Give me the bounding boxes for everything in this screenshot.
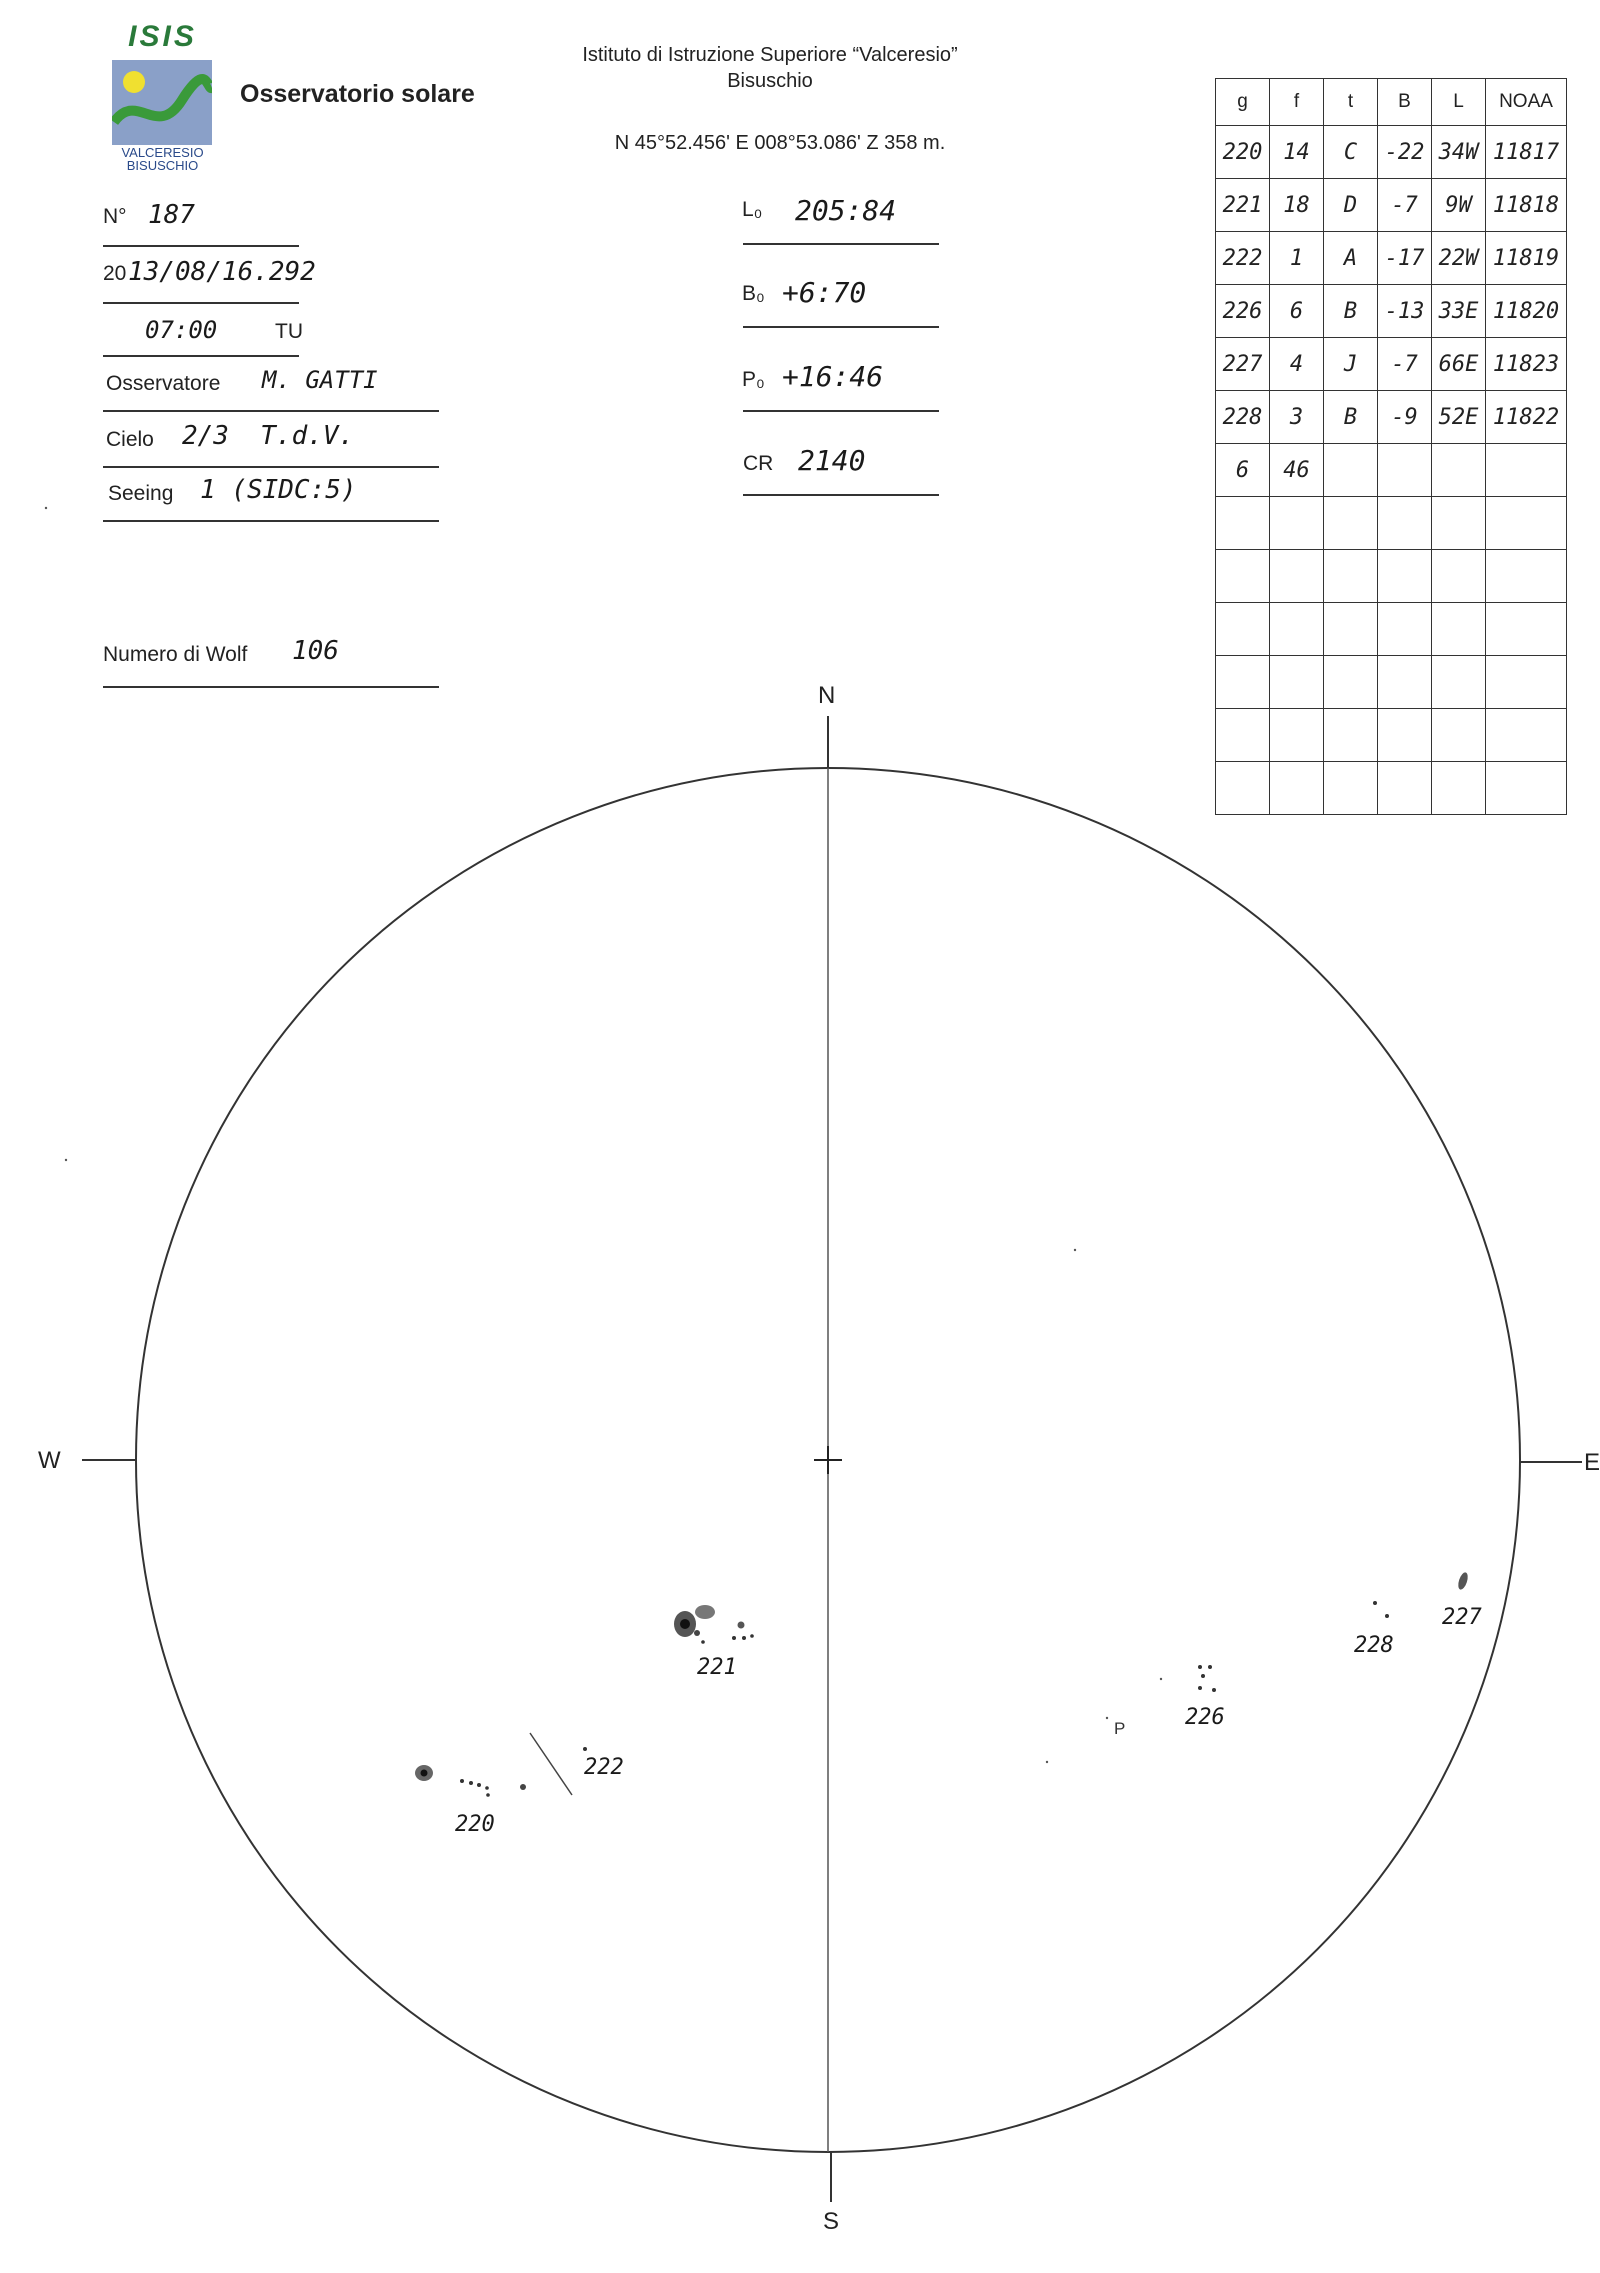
table-cell: 226	[1216, 285, 1270, 338]
table-cell: J	[1324, 338, 1378, 391]
table-cell: 1	[1270, 232, 1324, 285]
group-label-221: 221	[697, 1655, 737, 1680]
paper-speck	[1106, 1717, 1108, 1719]
pore-mark: P	[1114, 1719, 1126, 1738]
table-cell: A	[1324, 232, 1378, 285]
seeing-value: 1 (SIDC:5)	[200, 475, 357, 505]
l0-value: 205:84	[795, 194, 897, 227]
sunspot-220-spot	[469, 1781, 473, 1785]
table-header-cell: B	[1378, 79, 1432, 126]
sunspot-220-spot	[486, 1793, 490, 1797]
sunspot-226-spot	[1212, 1688, 1216, 1692]
paper-speck	[65, 1159, 67, 1161]
group-separator-line	[530, 1733, 572, 1795]
table-cell: 3	[1270, 391, 1324, 444]
table-cell: 66E	[1432, 338, 1486, 391]
table-cell: -9	[1378, 391, 1432, 444]
sunspot-226-spot	[1201, 1674, 1205, 1678]
observer-label: Osservatore	[106, 372, 221, 395]
sunspot-221-spot	[750, 1634, 754, 1638]
cr-label: CR	[743, 452, 774, 475]
table-cell: 18	[1270, 179, 1324, 232]
l0-label: L₀	[742, 198, 763, 221]
table-cell: -13	[1378, 285, 1432, 338]
wolf-value: 106	[292, 636, 339, 666]
table-cell: 11817	[1486, 126, 1567, 179]
table-header-cell: L	[1432, 79, 1486, 126]
sunspot-220-spot	[485, 1786, 489, 1790]
sunspot-220-spot	[460, 1779, 464, 1783]
sunspot-222-spot	[583, 1747, 587, 1751]
table-cell: 11823	[1486, 338, 1567, 391]
group-label-222: 222	[584, 1755, 624, 1780]
table-header-cell: g	[1216, 79, 1270, 126]
time-unit: TU	[275, 320, 303, 343]
sky-label: Cielo	[106, 428, 154, 451]
number-label: N°	[103, 205, 127, 228]
b0-value: +6:70	[782, 276, 867, 309]
sunspot-221-core	[680, 1619, 690, 1629]
table-cell: D	[1324, 179, 1378, 232]
date-prefix: 20	[103, 262, 127, 285]
date-value: 13/08/16.292	[128, 257, 316, 287]
number-value: 187	[148, 200, 195, 230]
group-label-226: 226	[1185, 1705, 1225, 1730]
table-cell: 220	[1216, 126, 1270, 179]
table-header-cell: NOAA	[1486, 79, 1567, 126]
sunspot-221-spot	[732, 1636, 736, 1640]
sunspot-220-spot	[477, 1783, 481, 1787]
logo-line-1: VALCERESIO	[121, 145, 204, 160]
sunspot-221-penumbra	[695, 1605, 715, 1619]
paper-speck	[1160, 1678, 1162, 1680]
table-cell: 33E	[1432, 285, 1486, 338]
cr-value: 2140	[798, 444, 866, 477]
table-cell: -22	[1378, 126, 1432, 179]
table-cell: 221	[1216, 179, 1270, 232]
time-value: 07:00	[145, 316, 218, 344]
sunspot-220-spot	[520, 1784, 526, 1790]
total-groups-cell: 6	[1216, 444, 1270, 497]
table-cell: -17	[1378, 232, 1432, 285]
sunspot-226-spot	[1198, 1665, 1202, 1669]
table-cell: 11820	[1486, 285, 1567, 338]
group-label-228: 228	[1354, 1633, 1394, 1658]
north-label: N	[818, 682, 836, 709]
table-cell: B	[1324, 391, 1378, 444]
sunspot-228-spot	[1373, 1601, 1377, 1605]
west-label: W	[38, 1447, 61, 1474]
sunspot-227-spot	[1456, 1571, 1469, 1591]
institute-line-2: Bisuschio	[727, 70, 813, 92]
table-cell: 52E	[1432, 391, 1486, 444]
table-cell: B	[1324, 285, 1378, 338]
paper-speck	[1074, 1249, 1076, 1251]
sunspot-221-spot	[694, 1630, 700, 1636]
table-cell: 11818	[1486, 179, 1567, 232]
observer-value: M. GATTI	[262, 366, 378, 394]
institute-line-1: Istituto di Istruzione Superiore “Valceresio”	[582, 44, 958, 66]
south-label: S	[823, 2208, 840, 2235]
observatory-title: Osservatorio solare	[240, 80, 475, 108]
sunspot-226-spot	[1198, 1686, 1202, 1690]
seeing-label: Seeing	[108, 482, 174, 505]
group-label-227: 227	[1442, 1605, 1482, 1630]
table-cell: -7	[1378, 338, 1432, 391]
table-cell: 9W	[1432, 179, 1486, 232]
institute-coordinates: N 45°52.456' E 008°53.086' Z 358 m.	[614, 132, 946, 154]
east-label: E	[1584, 1449, 1600, 1476]
group-label-220: 220	[455, 1812, 495, 1837]
b0-label: B₀	[742, 282, 765, 305]
paper-speck	[1046, 1761, 1048, 1763]
table-cell: 228	[1216, 391, 1270, 444]
wolf-label: Numero di Wolf	[103, 643, 248, 666]
table-cell: 14	[1270, 126, 1324, 179]
table-cell: 222	[1216, 232, 1270, 285]
table-header-cell: f	[1270, 79, 1324, 126]
logo-wordmark: ISIS	[128, 20, 197, 53]
table-cell: -7	[1378, 179, 1432, 232]
sunspot-221-spot	[701, 1640, 705, 1644]
p0-value: +16:46	[782, 360, 884, 393]
sunspot-228-spot	[1385, 1614, 1389, 1618]
table-cell: 6	[1270, 285, 1324, 338]
sunspot-226-spot	[1208, 1665, 1212, 1669]
table-cell: C	[1324, 126, 1378, 179]
sunspot-221-spot	[742, 1636, 746, 1640]
sunspot-221-spot	[738, 1622, 745, 1629]
table-header-cell: t	[1324, 79, 1378, 126]
table-cell: 4	[1270, 338, 1324, 391]
table-cell: 11819	[1486, 232, 1567, 285]
p0-label: P₀	[742, 368, 765, 391]
logo-line-2: BISUSCHIO	[126, 158, 199, 173]
sky-value: 2/3 T.d.V.	[182, 421, 355, 451]
table-cell: 34W	[1432, 126, 1486, 179]
table-cell: 22W	[1432, 232, 1486, 285]
total-spots-cell: 46	[1270, 444, 1324, 497]
sunspot-220-core	[421, 1770, 428, 1777]
table-cell: 227	[1216, 338, 1270, 391]
paper-speck	[45, 507, 47, 509]
table-cell: 11822	[1486, 391, 1567, 444]
